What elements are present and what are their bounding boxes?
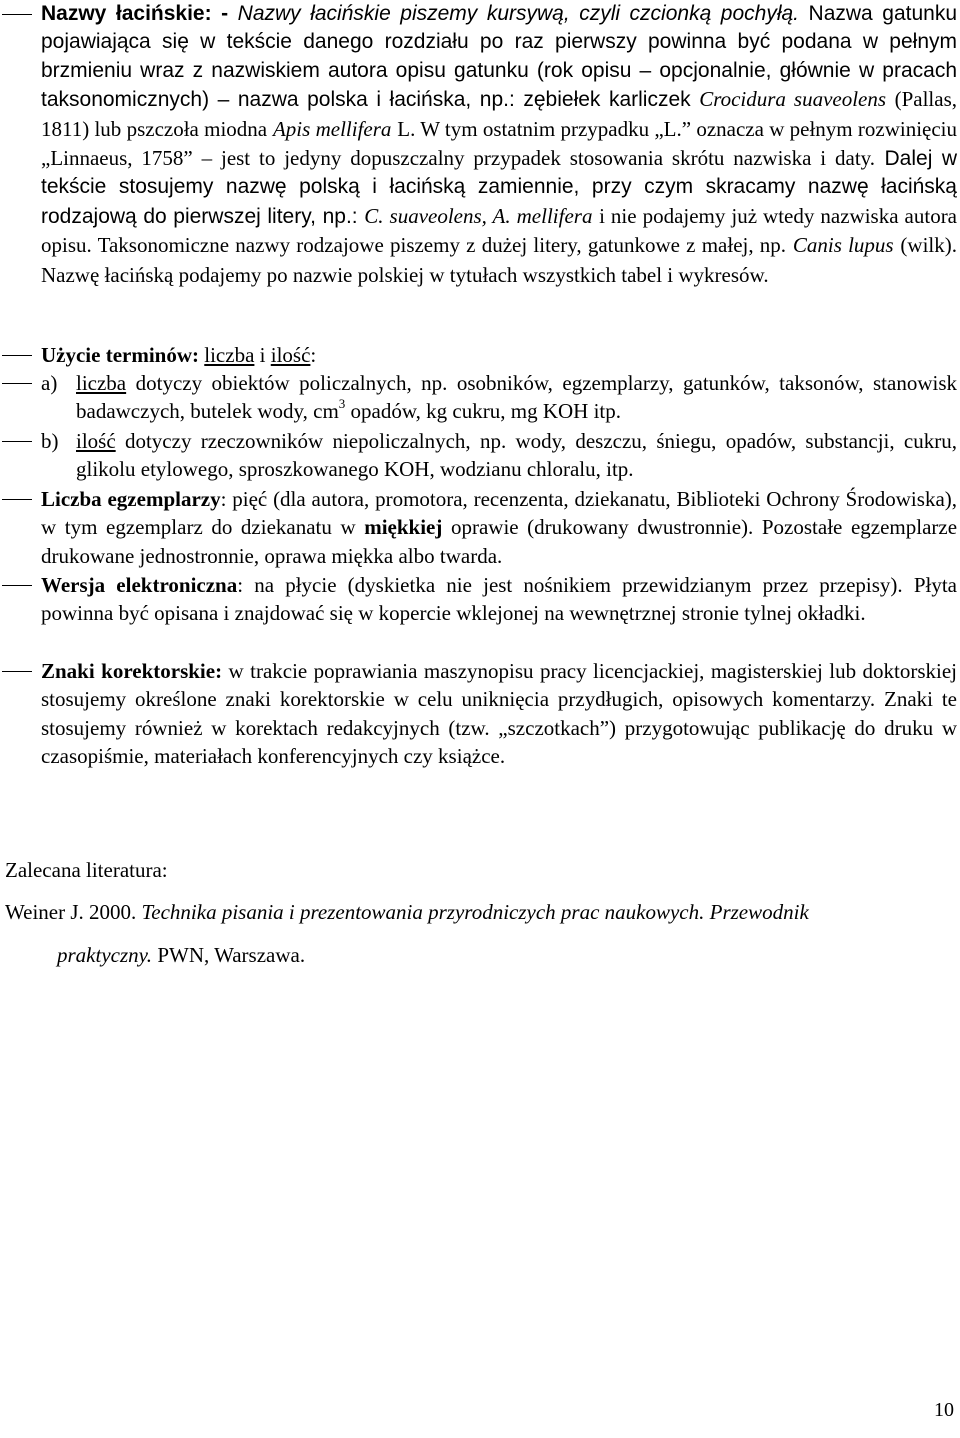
reference-title: Technika pisania i prezentowania przyrodniczych prac naukowych. Przewodnik: [141, 900, 809, 924]
species-name: Apis mellifera: [272, 116, 392, 141]
latin-names-lead: Nazwy łacińskie piszemy kursywą, czyli czcionką pochyłą.: [237, 2, 800, 25]
term-b-word: ilość: [76, 429, 116, 453]
copies-paragraph: Liczba egzemplarzy: pięć (dla autora, promotora, recenzenta, dziekanatu, Biblioteki Ochrony Środowiska), w tym egzemplarz do dziekanatu w miękkiej oprawie (drukowany dwustronnie). Pozostałe egzemplarze drukowane jednostronnie, oprawa miękka albo twarda.: [41, 487, 958, 568]
superscript: 3: [338, 396, 346, 412]
electronic-heading: Wersja elektroniczna: [41, 573, 238, 597]
bullet-dash: [2, 671, 32, 672]
copies-heading: Liczba egzemplarzy: [41, 487, 221, 511]
term-a-word: liczba: [76, 371, 127, 395]
bullet-dash: [2, 355, 32, 356]
reference-publisher: PWN, Warszawa.: [157, 943, 306, 967]
species-name: Crocidura suaveolens: [699, 87, 887, 112]
term-a-label: a): [41, 371, 58, 395]
reference-line-2: [57, 941, 305, 969]
reference-author: Weiner J. 2000.: [5, 900, 137, 924]
latin-names-paragraph: Nazwy łacińskie: - Nazwy łacińskie piszemy kursywą, czyli czcionką pochyłą. Nazwa gatunku pojawiająca się w tekście danego rozdziału po raz pierwszy powinna być podana w pełnym brzmieniu wraz z nazwiskiem autora opisu gatunku (rok opisu – opcjonalnie, głównie w pracach taksonomicznych) – nazwa polska i łacińska, np.: zębiełek karliczek Crocidura suaveolens (Pallas, 1811) lub pszczoła miodna Apis mellifera L. W tym ostatnim przypadku „L.” oznacza w pełnym rozwinięciu „Linnaeus, 1758” – jest to jedyny dopuszczalny przypadek stosowania skrótu nazwiska i daty. Dalej w tekście stosujemy nazwę polską i łacińską zamiennie, przy czym skracamy nazwę łacińską rodzajową do pierwszej litery, np.: C. suaveolens, A. mellifera i nie podajemy już wtedy nazwiska autora opisu. Taksonomiczne nazwy rodzajowe piszemy z dużej litery, gatunkowe z małej, np. Canis lupus (wilk). Nazwę łacińską podajemy po nazwie polskiej w tytułach wszystkich tabel i wykresów.: [41, 2, 958, 287]
proofreading-paragraph: Znaki korektorskie: w trakcie poprawiania maszynopisu pracy licencjackiej, magisterskiej lub doktorskiej stosujemy określone znaki korektorskie w celu uniknięcia przydługich, opisowych komentarzy. Znaki te stosujemy również w korektach redakcyjnych (tzw. „szczotkach”) przygotowując publikację do druku w czasopiśmie, materiałach konferencyjnych czy książce.: [41, 659, 958, 769]
bullet-dash: [2, 499, 32, 500]
terms-usage-heading-line: Użycie terminów: liczba i ilość:: [41, 343, 317, 367]
bullet-dash: [2, 585, 32, 586]
term-ilosc: ilość: [270, 343, 311, 367]
term-b-label: b): [41, 429, 59, 453]
term-liczba: liczba: [204, 343, 255, 367]
species-name: Canis lupus: [792, 233, 894, 258]
terms-usage-heading: Użycie terminów:: [41, 343, 200, 367]
reference-title-cont: praktyczny.: [57, 943, 153, 967]
latin-names-heading: Nazwy łacińskie: -: [41, 2, 229, 25]
bullet-dash: [2, 441, 32, 442]
page-number: 10: [934, 1399, 954, 1421]
reference-line-1: [5, 898, 960, 926]
term-a-text: liczba dotyczy obiektów policzalnych, np. osobników, egzemplarzy, gatunków, taksonów, stanowisk badawczych, butelek wody, $cm^3$ opadów, kg cukru, mg KOH itp.: [76, 371, 958, 424]
literature-heading: Zalecana literatura:: [5, 858, 168, 882]
proofreading-heading: Znaki korektorskie:: [41, 659, 223, 683]
species-abbrev: C. suaveolens, A. mellifera: [364, 203, 593, 228]
copies-bold: miękkiej: [364, 515, 443, 540]
electronic-paragraph: Wersja elektroniczna: na płycie (dyskietka nie jest nośnikiem przewidzianym przez przepisy). Płyta powinna być opisana i znajdować się w kopercie wklejonej na wewnętrznej stronie tylnej okładki.: [41, 573, 957, 626]
bullet-dash: [2, 14, 32, 15]
term-b-text: ilość dotyczy rzeczowników niepoliczalnych, np. wody, deszczu, śniegu, opadów, substancji, cukru, glikolu etylowego, sproszkowanego KOH, wodzianu chloralu, itp.: [76, 429, 957, 482]
bullet-dash: [2, 383, 32, 384]
